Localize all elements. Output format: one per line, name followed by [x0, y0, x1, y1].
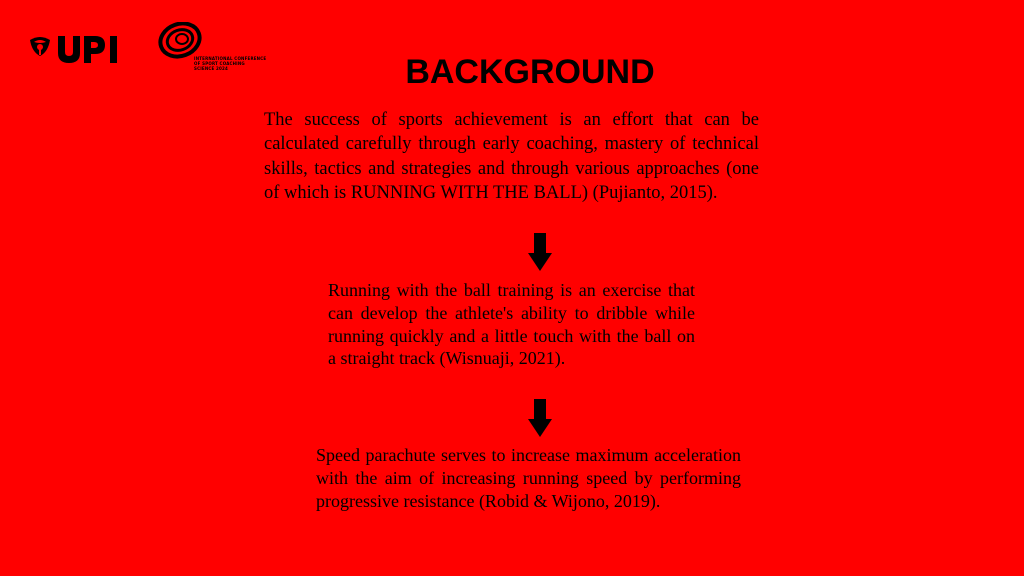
paragraph-success: The success of sports achievement is an effort that can be calculated carefully through early coaching, mastery of technical skills, tactics and strategies and through various approaches (one of which is RUNNING WITH THE BALL) (Pujianto, 2015).: [264, 110, 759, 204]
conference-text: [194, 56, 266, 71]
slide-title: BACKGROUND: [405, 53, 655, 91]
upi-emblem-icon: [28, 30, 124, 66]
conference-line-2: OF SPORT COACHING: [194, 61, 245, 66]
paragraph-speed-parachute: Speed parachute serves to increase maximum acceleration with the aim of increasing running speed by performing progressive resistance (Robid & Wijono, 2019).: [316, 445, 741, 511]
conference-logo: [158, 22, 288, 78]
conference-line-3: SCIENCE 2024: [194, 66, 228, 71]
upi-logo: [28, 30, 124, 66]
conference-line-1: INTERNATIONAL CONFERENCE: [194, 56, 267, 61]
arrow-down-icon: [528, 399, 552, 437]
arrow-down-icon: [528, 233, 552, 271]
paragraph-running-with-ball: Running with the ball training is an exercise that can develop the athlete's ability to dribble while running quickly and a little touch with the ball on a straight track (Wisnuaji, 2021).: [328, 280, 695, 369]
